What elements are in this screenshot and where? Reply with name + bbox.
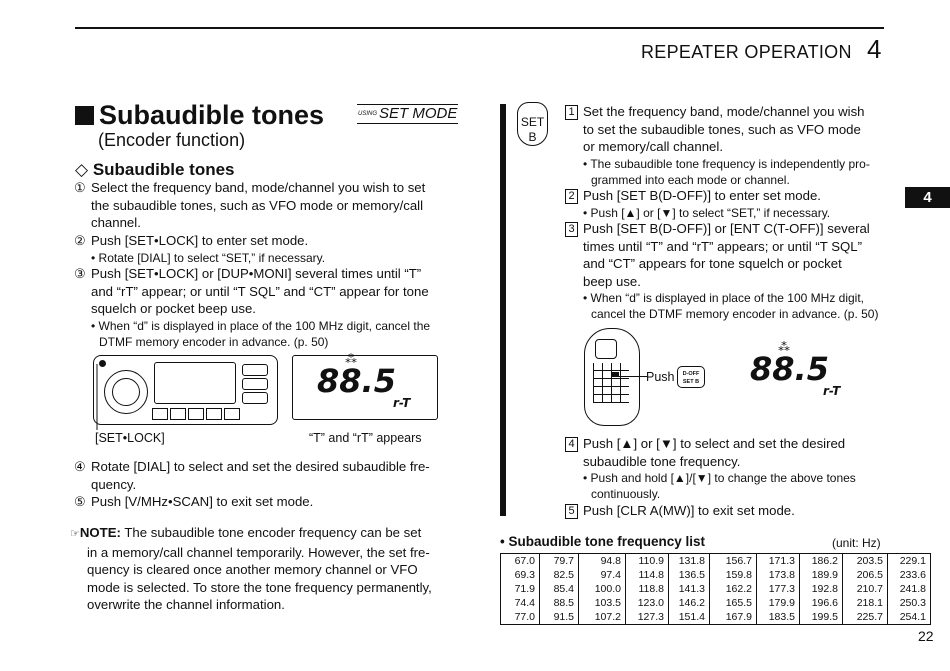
table-cell: 189.9 — [800, 568, 843, 582]
subsection-heading — [75, 160, 235, 180]
text-line: Push [▲] or [▼] to select and set the desired — [583, 436, 846, 451]
text-line: Push [SET B(D-OFF)] or [ENT C(T-OFF)] several — [583, 221, 870, 236]
text-line: and “rT” appear; or until “T SQL” and “CT” appear for tone — [91, 283, 429, 299]
table-cell: 110.9 — [626, 554, 669, 568]
table-cell: 114.8 — [626, 568, 669, 582]
radio-key — [242, 364, 268, 376]
key-label: D-OFF — [682, 371, 700, 377]
table-cell: 103.5 — [579, 596, 626, 610]
radio-key — [242, 378, 268, 390]
table-row — [501, 610, 930, 624]
text-line: squelch or pocket beep use. — [91, 301, 256, 316]
table-cell: 162.2 — [710, 582, 757, 596]
subsection-heading-text: Subaudible tones — [92, 160, 235, 179]
table-row — [501, 596, 930, 610]
text-line: or memory/call channel. — [583, 139, 723, 154]
chapter-tab: 4 — [905, 187, 950, 208]
text-line: in a memory/call channel temporarily. However, the set fre- — [87, 544, 430, 560]
right-step-4 — [565, 435, 890, 502]
step-number: ④ — [74, 459, 86, 474]
table-cell: 97.4 — [579, 568, 626, 582]
mic-key-grid — [593, 363, 629, 403]
tone-table-unit: (unit: Hz) — [832, 536, 881, 550]
radio-display — [154, 362, 236, 404]
radio-front-panel-illustration — [93, 355, 278, 425]
column-bar — [500, 104, 506, 516]
table-cell: 127.3 — [626, 610, 669, 624]
radio-key — [242, 392, 268, 404]
table-cell: 229.1 — [899, 555, 926, 567]
table-row — [501, 554, 930, 568]
text-line: overwrite the channel information. — [87, 597, 285, 612]
chapter-title: REPEATER OPERATION — [641, 42, 852, 62]
step-number: 1 — [565, 105, 578, 120]
square-bullet-icon — [75, 106, 94, 125]
lcd-frequency: 88.5 — [317, 362, 396, 400]
step-note: • When “d” is displayed in place of the 100 MHz digit, — [583, 291, 865, 305]
step-number: 3 — [565, 222, 578, 237]
tone-frequency-table — [501, 554, 930, 624]
table-cell: 146.2 — [669, 596, 710, 610]
callout-line — [93, 362, 103, 432]
icon-label: SET — [520, 115, 545, 129]
badge-mode-label: SET MODE — [379, 105, 458, 122]
text-line: Push [CLR A(MW)] to exit set mode. — [583, 503, 795, 518]
table-cell: 131.8 — [669, 554, 710, 568]
lcd-tone-code: r-T — [823, 384, 841, 398]
right-step-1 — [565, 103, 890, 188]
table-cell: 94.8 — [579, 554, 626, 568]
table-cell: 206.5 — [843, 568, 888, 582]
radio-key — [224, 408, 240, 420]
text-line: mode is selected. To store the tone frequency permanently, — [87, 579, 432, 595]
table-cell: 136.5 — [669, 568, 710, 582]
table-cell: 225.7 — [843, 610, 888, 624]
tone-table — [500, 553, 931, 625]
step-note: • Push and hold [▲]/[▼] to change the above tones — [583, 471, 856, 485]
table-row — [501, 582, 930, 596]
section-subtitle: (Encoder function) — [98, 130, 246, 150]
radio-key — [206, 408, 222, 420]
step-note: DTMF memory encoder in advance. (p. 50) — [99, 334, 329, 349]
table-cell: 218.1 — [843, 596, 888, 610]
table-cell: 199.5 — [800, 610, 843, 624]
key-label: SET B — [682, 379, 700, 385]
figure-caption-key: [SET•LOCK] — [95, 431, 165, 445]
tone-table-title: • Subaudible tone frequency list — [500, 534, 706, 549]
chapter-number: 4 — [867, 34, 882, 64]
table-cell: 85.4 — [540, 582, 579, 596]
mic-keypad-key — [595, 339, 617, 359]
step-number: ① — [74, 180, 86, 195]
step-note: • Push [▲] or [▼] to select “SET,” if necessary. — [583, 205, 831, 220]
step-note: continuously. — [591, 487, 661, 501]
table-cell: 123.0 — [626, 596, 669, 610]
table-cell: 118.8 — [626, 582, 669, 596]
blink-icon: ⁂ — [345, 352, 357, 366]
table-cell: 210.7 — [843, 582, 888, 596]
diamond-icon: ◇ — [75, 160, 89, 179]
text-line: Rotate [DIAL] to select and set the desired subaudible fre- — [91, 459, 430, 474]
lcd-tone-code: r-T — [393, 396, 411, 410]
figure-caption-display: “T” and “rT” appears — [309, 431, 422, 445]
lcd-frequency: 88.5 — [750, 350, 829, 388]
text-line: quency is cleared once another memory channel or VFO — [87, 562, 418, 577]
table-cell: 91.5 — [540, 610, 579, 624]
right-step-2 — [565, 187, 890, 221]
right-step-3 — [565, 220, 890, 322]
table-cell: 233.6 — [899, 569, 926, 581]
table-cell: 69.3 — [501, 568, 540, 582]
icon-label: B — [528, 130, 537, 144]
step-number: 4 — [565, 437, 578, 452]
text-line: times until “T” and “rT” appears; or until “T SQL” — [583, 238, 862, 254]
step-number: ⑤ — [74, 494, 86, 509]
text-line: Select the frequency band, mode/channel you wish to set — [91, 180, 426, 195]
table-cell: 165.5 — [710, 596, 757, 610]
table-cell: 71.9 — [501, 582, 540, 596]
table-cell: 192.8 — [800, 582, 843, 596]
table-cell: 183.5 — [757, 610, 800, 624]
step-number: 5 — [565, 504, 578, 519]
section-title — [75, 100, 324, 131]
header-rule — [75, 27, 884, 29]
table-cell: 107.2 — [579, 610, 626, 624]
table-cell: 186.2 — [800, 554, 843, 568]
radio-key — [152, 408, 168, 420]
step-note: grammed into each mode or channel. — [591, 172, 790, 187]
table-cell: 77.0 — [501, 610, 540, 624]
table-cell: 74.4 — [501, 596, 540, 610]
text-line: Push [SET•LOCK] or [DUP•MONI] several times until “T” — [91, 266, 422, 281]
text-line: beep use. — [583, 273, 641, 289]
section-title-text: Subaudible tones — [99, 100, 325, 130]
table-cell: 159.8 — [710, 568, 757, 582]
microphone-keypad-illustration — [584, 328, 640, 426]
blink-icon: ⁂ — [778, 340, 790, 354]
table-cell: 167.9 — [710, 610, 757, 624]
text-line: Push [V/MHz•SCAN] to exit set mode. — [91, 494, 314, 509]
lcd-display — [292, 352, 438, 420]
step-note: • Rotate [DIAL] to select “SET,” if necessary. — [91, 250, 326, 265]
step-note: • The subaudible tone frequency is independently pro- — [583, 156, 870, 171]
table-cell: 250.3 — [899, 597, 926, 609]
right-step-5 — [565, 502, 890, 520]
left-step-1 — [74, 179, 464, 232]
left-step-5 — [74, 493, 464, 511]
table-cell: 151.4 — [669, 610, 710, 624]
table-cell: 196.6 — [800, 596, 843, 610]
left-step-3 — [74, 265, 464, 350]
table-cell: 179.9 — [757, 596, 800, 610]
text-line: The subaudible tone encoder frequency can be set — [124, 525, 422, 540]
callout-line — [617, 376, 647, 377]
step-note: cancel the DTMF memory encoder in advance. (p. 50) — [591, 307, 879, 321]
radio-key — [188, 408, 204, 420]
table-cell: 82.5 — [540, 568, 579, 582]
table-cell: 79.7 — [540, 554, 579, 568]
left-step-2 — [74, 232, 464, 266]
text-line: Push [SET B(D-OFF)] to enter set mode. — [583, 188, 821, 203]
step-number: ② — [74, 233, 86, 248]
radio-key — [170, 408, 186, 420]
table-cell: 88.5 — [540, 596, 579, 610]
table-cell: 173.8 — [757, 568, 800, 582]
text-line: quency. — [91, 476, 137, 492]
text-line: Push [SET•LOCK] to enter set mode. — [91, 233, 309, 248]
note-block — [70, 524, 464, 614]
table-cell: 171.3 — [757, 554, 800, 568]
set-mode-badge — [357, 104, 458, 124]
push-label: Push — [646, 370, 675, 384]
table-row — [501, 568, 930, 582]
set-b-key-icon — [517, 102, 548, 146]
left-step-4 — [74, 458, 464, 493]
text-line: channel. — [91, 215, 141, 230]
text-line: the subaudible tones, such as VFO mode or memory/call — [91, 197, 424, 213]
table-cell: 203.5 — [843, 554, 888, 568]
table-cell: 177.3 — [757, 582, 800, 596]
text-line: to set the subaudible tones, such as VFO mode — [583, 121, 861, 137]
table-cell: 156.7 — [710, 554, 757, 568]
page-number: 22 — [918, 628, 934, 644]
text-line: Set the frequency band, mode/channel you wish — [583, 104, 865, 119]
set-b-key-icon — [677, 366, 705, 388]
table-cell: 254.1 — [899, 611, 926, 623]
badge-using-label: USING — [358, 111, 378, 117]
table-cell: 100.0 — [579, 582, 626, 596]
pointing-hand-icon: ☞ — [70, 528, 80, 540]
step-number: ③ — [74, 266, 86, 281]
text-line: subaudible tone frequency. — [583, 453, 741, 469]
table-cell: 67.0 — [501, 554, 540, 568]
step-number: 2 — [565, 189, 578, 204]
table-cell: 241.8 — [899, 583, 926, 595]
text-line: and “CT” appears for tone squelch or pocket — [583, 256, 842, 271]
table-cell: 141.3 — [669, 582, 710, 596]
note-label: NOTE: — [79, 525, 121, 540]
dial-inner — [112, 378, 140, 406]
step-note: • When “d” is displayed in place of the 100 MHz digit, cancel the — [91, 318, 431, 333]
